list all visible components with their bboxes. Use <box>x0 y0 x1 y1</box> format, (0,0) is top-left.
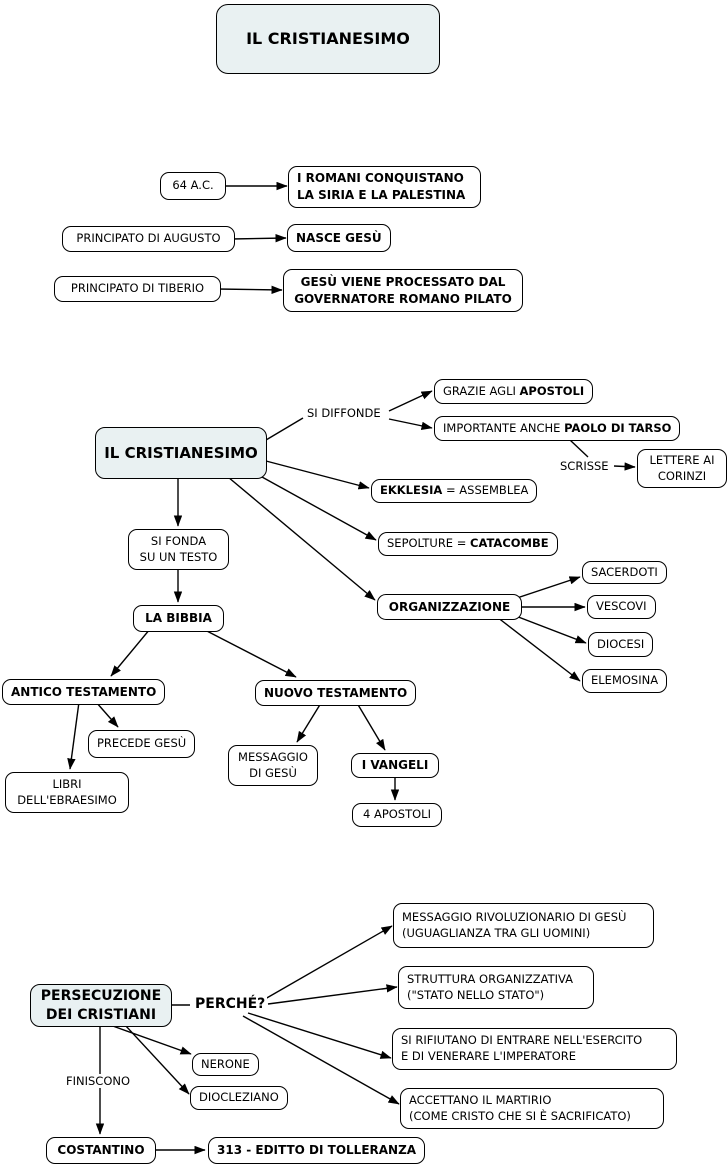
node-label: ELEMOSINA <box>591 673 659 688</box>
node-label-regular: IMPORTANTE ANCHE <box>443 420 565 435</box>
node-ekklesia <box>371 479 537 503</box>
node-messaggio-di-gesu <box>228 745 318 786</box>
node-messaggio-rivoluzionario <box>393 903 654 948</box>
node-costantino <box>46 1137 156 1164</box>
link-label-perche: PERCHÉ? <box>195 996 266 1012</box>
node-cristianesimo-root <box>95 427 267 479</box>
node-vescovi <box>587 595 656 619</box>
node-label-line: LIBRI <box>52 776 82 791</box>
node-label: LA BIBBIA <box>145 611 212 626</box>
node-label-bold: PAOLO DI TARSO <box>564 420 672 435</box>
link-label-scrisse: SCRISSE <box>560 459 609 473</box>
node-elemosina <box>582 669 667 693</box>
node-romani-conquistano <box>288 166 481 208</box>
node-label: DIOCLEZIANO <box>199 1090 279 1105</box>
node-label <box>387 536 549 552</box>
node-label-line: CORINZI <box>657 468 707 483</box>
node-grazie-apostoli <box>434 379 593 404</box>
node-label: SACERDOTI <box>591 564 658 579</box>
node-label: COSTANTINO <box>57 1143 145 1158</box>
node-i-vangeli <box>351 753 439 778</box>
node-label-line: PERSECUZIONE <box>40 987 162 1004</box>
node-libri-ebraesimo <box>5 772 129 813</box>
node-diocleziano <box>190 1086 288 1110</box>
node-label: I VANGELI <box>361 758 429 773</box>
node-label: NUOVO TESTAMENTO <box>264 685 408 700</box>
node-4-apostoli <box>352 803 442 827</box>
node-label-line: ACCETTANO IL MARTIRIO <box>409 1092 552 1107</box>
node-struttura-organizzativa <box>398 966 594 1009</box>
node-label: ANTICO TESTAMENTO <box>11 684 157 699</box>
node-principato-augusto <box>62 226 235 252</box>
node-label-line: (UGUAGLIANZA TRA GLI UOMINI) <box>402 925 591 940</box>
node-label: DIOCESI <box>597 636 645 651</box>
node-persecuzione-cristiani <box>30 984 172 1027</box>
node-rifiuto-esercito <box>392 1028 677 1070</box>
node-label <box>443 421 671 437</box>
node-label-line: GOVERNATORE ROMANO PILATO <box>294 291 512 306</box>
node-label: NERONE <box>201 1056 250 1071</box>
node-label: ORGANIZZAZIONE <box>388 599 511 614</box>
node-principato-tiberio <box>54 276 221 302</box>
node-precede-gesu <box>88 730 195 758</box>
node-label-line: LA SIRIA E LA PALESTINA <box>297 188 466 202</box>
node-organizzazione <box>377 594 522 620</box>
node-label: PRECEDE GESÙ <box>97 736 187 751</box>
node-label: VESCOVI <box>596 599 647 614</box>
node-label: 313 - EDITTO DI TOLLERANZA <box>217 1143 417 1158</box>
node-label-regular: = ASSEMBLEA <box>442 483 529 498</box>
node-nuovo-testamento <box>255 680 416 706</box>
node-label-line: SI RIFIUTANO DI ENTRARE NELL'ESERCITO <box>401 1033 643 1048</box>
node-label: IL CRISTIANESIMO <box>104 443 258 462</box>
node-label-line: E DI VENERARE L'IMPERATORE <box>401 1049 577 1063</box>
node-label-line: SI FONDA <box>150 533 207 548</box>
node-label: PRINCIPATO DI TIBERIO <box>70 281 205 296</box>
node-label-bold: CATACOMBE <box>470 536 549 551</box>
node-si-fonda-testo <box>128 529 229 570</box>
node-nerone <box>192 1053 259 1076</box>
node-antico-testamento <box>2 679 165 705</box>
node-gesu-processato <box>283 269 523 312</box>
node-label-line: LETTERE AI <box>649 452 715 467</box>
node-label-line: MESSAGGIO <box>238 749 308 764</box>
map-title <box>216 4 440 74</box>
node-label-line: STRUTTURA ORGANIZZATIVA <box>407 971 574 986</box>
node-label-line: I ROMANI CONQUISTANO <box>297 171 464 186</box>
node-paolo-di-tarso <box>434 416 680 441</box>
node-label-bold: APOSTOLI <box>519 383 585 398</box>
node-nasce-gesu <box>287 224 391 252</box>
node-label-line: MESSAGGIO RIVOLUZIONARIO DI GESÙ <box>402 909 627 924</box>
node-sepolture-catacombe <box>378 532 558 556</box>
node-lettere-corinzi <box>637 449 727 488</box>
node-label-line: (COME CRISTO CHE SI È SACRIFICATO) <box>409 1108 631 1123</box>
node-label-line: ("STATO NELLO STATO") <box>407 987 545 1002</box>
node-label-line: SU UN TESTO <box>139 549 218 564</box>
node-label-line: GESÙ VIENE PROCESSATO DAL <box>300 274 506 289</box>
node-label <box>380 483 528 499</box>
node-label-regular: GRAZIE AGLI <box>443 383 520 398</box>
node-accettano-martirio <box>400 1088 664 1129</box>
node-label-line: DELL'EBRAESIMO <box>17 792 117 807</box>
node-label <box>443 384 584 400</box>
link-label-si-diffonde: SI DIFFONDE <box>307 406 381 420</box>
node-diocesi <box>588 632 653 657</box>
node-editto-tolleranza <box>208 1137 425 1164</box>
node-sacerdoti <box>582 561 667 584</box>
node-label: PRINCIPATO DI AUGUSTO <box>76 231 221 246</box>
node-label: NASCE GESÙ <box>296 230 382 245</box>
node-la-bibbia <box>133 605 224 632</box>
node-label-regular: SEPOLTURE = <box>387 536 471 551</box>
node-label: 4 APOSTOLI <box>362 807 431 822</box>
node-64-ac <box>160 172 226 200</box>
node-label: 64 A.C. <box>172 178 214 193</box>
node-label-bold: EKKLESIA <box>380 483 443 498</box>
link-label-finiscono: FINISCONO <box>66 1074 131 1088</box>
node-label-line: DEI CRISTIANI <box>45 1006 157 1023</box>
node-label-line: DI GESÙ <box>249 765 297 780</box>
map-title-text: IL CRISTIANESIMO <box>246 29 410 49</box>
